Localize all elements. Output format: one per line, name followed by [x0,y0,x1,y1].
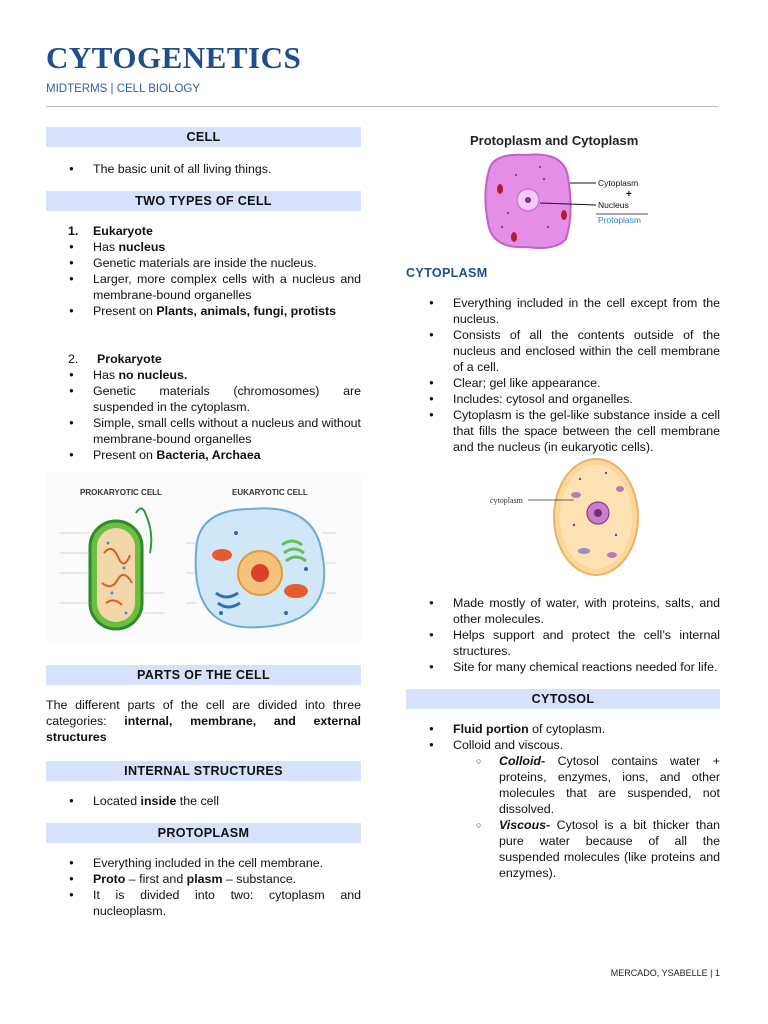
eukaryotic-label: EUKARYOTIC CELL [232,488,308,497]
left-column [46,127,361,919]
list-item: ● Made mostly of water, with proteins, salts, and other molecules. [406,595,720,627]
cytoplasm-bullets-2 [406,595,720,675]
list-item: ○ Viscous- Cytosol is a bit thicker than pure water because of all the suspended molecules (like proteins and enzymes). [406,817,720,881]
cytoplasm-bullets [406,295,720,455]
list-item: ● Colloid and viscous. [406,737,720,753]
prokaryote-heading [46,351,361,367]
cytoplasm-figure [406,455,720,587]
list-item: ● Consists of all the contents outside of the nucleus and enclosed within the cell membrane of a cell. [406,327,720,375]
prokaryotic-eukaryotic-figure [46,473,361,643]
list-number: 2. [68,352,79,366]
list-item: ● It is divided into two: cytoplasm and nucleoplasm. [46,887,361,919]
list-item: ● Genetic materials (chromosomes) are suspended in the cytoplasm. [46,383,361,415]
list-item: ● Present on Bacteria, Archaea [46,447,361,463]
nucleus-label: Nucleus [598,200,629,210]
heading-internal: INTERNAL STRUCTURES [46,761,361,781]
heading-cytosol: CYTOSOL [406,689,720,709]
list-item: ● Fluid portion of cytoplasm. [406,721,720,737]
cytosol-bullets [406,721,720,753]
list-item: ● Cytoplasm is the gel-like substance inside a cell that fills the space between the cell membrane and the nucleus (in eukaryotic cells). [406,407,720,455]
eukaryote-bullets [46,239,361,319]
prokaryote-bullets [46,367,361,463]
list-item: ● Includes: cytosol and organelles. [406,391,720,407]
list-item: ● Proto – first and plasm – substance. [46,871,361,887]
figure-title: Protoplasm and Cytoplasm [470,133,639,148]
list-item: ● Located inside the cell [46,793,361,809]
list-item: ● Helps support and protect the cell’s internal structures. [406,627,720,659]
list-item: ● Everything included in the cell membrane. [46,855,361,871]
list-item: ● Has no nucleus. [46,367,361,383]
document-subtitle: MIDTERMS | CELL BIOLOGY [46,83,201,95]
page-footer: MERCADO, YSABELLE | 1 [610,968,720,978]
eukaryote-heading [46,223,361,239]
list-item: ● Clear; gel like appearance. [406,375,720,391]
cytosol-subbullets [406,753,720,881]
protoplasm-bullets [46,855,361,919]
heading-protoplasm: PROTOPLASM [46,823,361,843]
cell-bullets [46,161,361,177]
cytoplasm-figure-label: cytoplasm [490,496,523,505]
document-title: CYTOGENETICS [46,40,302,75]
heading-parts: PARTS OF THE CELL [46,665,361,685]
list-item: ● Genetic materials are inside the nucleus. [46,255,361,271]
plus-sign: + [626,189,632,200]
internal-bullets [46,793,361,809]
list-item: ● Simple, small cells without a nucleus and without membrane-bound organelles [46,415,361,447]
list-item: ● Site for many chemical reactions needed for life. [406,659,720,675]
heading-cytoplasm: CYTOPLASM [406,266,488,280]
list-item: ● Everything included in the cell except from the nucleus. [406,295,720,327]
prokaryote-label: Prokaryote [97,352,162,366]
protoplasm-label: Protoplasm [598,215,641,225]
list-item: ● Larger, more complex cells with a nucleus and membrane-bound organelles [46,271,361,303]
protoplasm-cytoplasm-figure [456,127,768,255]
list-number: 1. [68,224,79,238]
prokaryotic-label: PROKARYOTIC CELL [80,488,162,497]
parts-paragraph: The different parts of the cell are divided into three categories: internal, membrane, and external structures [46,698,361,744]
list-item: ● Present on Plants, animals, fungi, protists [46,303,361,319]
right-column [406,127,720,881]
heading-two-types: TWO TYPES OF CELL [46,191,361,211]
cell-illustration [485,154,570,248]
list-item: ● Has nucleus [46,239,361,255]
cytoplasm-label: Cytoplasm [598,178,639,188]
eukaryote-label: Eukaryote [93,224,153,238]
header-divider [46,106,718,107]
list-item: ○ Colloid- Cytosol contains water + proteins, enzymes, ions, and other molecules that are suspended, not dissolved. [406,753,720,817]
list-item: ● The basic unit of all living things. [46,161,361,177]
heading-cell: CELL [46,127,361,147]
